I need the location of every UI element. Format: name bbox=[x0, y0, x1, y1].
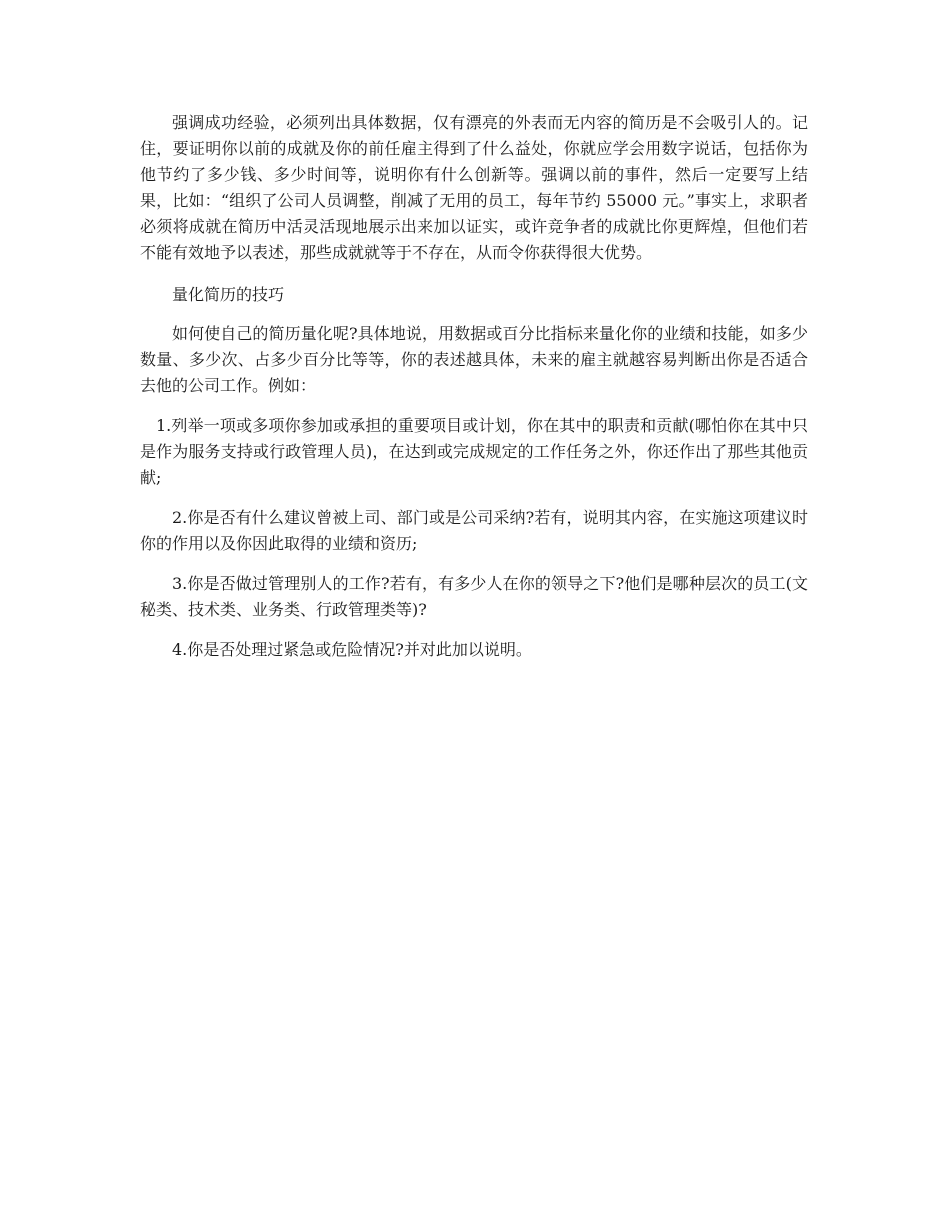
list-item-1: 1.列举一项或多项你参加或承担的重要项目或计划，你在其中的职责和贡献(哪怕你在其中只是作为服务支持或行政管理人员)，在达到或完成规定的工作任务之外，你还作出了那些其他贡献; bbox=[140, 416, 808, 487]
section-heading: 量化简历的技巧 bbox=[172, 285, 285, 304]
list-item-3: 3.你是否做过管理别人的工作?若有，有多少人在你的领导之下?他们是哪种层次的员工(文秘类、技术类、业务类、行政管理类等)? bbox=[140, 574, 808, 619]
paragraph-quantify-resume: 如何使自己的简历量化呢?具体地说，用数据或百分比指标来量化你的业绩和技能，如多少数量、多少次、占多少百分比等等，你的表述越具体，未来的雇主就越容易判断出你是否适合去他的公司工作。例如： bbox=[140, 324, 808, 395]
list-item-2: 2.你是否有什么建议曾被上司、部门或是公司采纳?若有，说明其内容，在实施这项建议时你的作用以及你因此取得的业绩和资历; bbox=[140, 508, 808, 553]
list-item-4: 4.你是否处理过紧急或危险情况?并对此加以说明。 bbox=[172, 640, 532, 659]
paragraph-success-experience: 强调成功经验，必须列出具体数据，仅有漂亮的外表而无内容的简历是不会吸引人的。记住，要证明你以前的成就及你的前任雇主得到了什么益处，你就应学会用数字说话，包括你为他节约了多少钱、多少时间等，说明你有什么创新等。强调以前的事件，然后一定要写上结果，比如：“组织了公司人员调整，削减了无用的员工，每年节约 55000 元。”事实上，求职者必须将成就在简历中活灵活现地展示出来加以证实，或许竞争者的成就比你更辉煌，但他们若不能有效地予以表述，那些成就就等于不存在，从而令你获得很大优势。 bbox=[140, 113, 808, 262]
document-body bbox=[140, 110, 808, 663]
